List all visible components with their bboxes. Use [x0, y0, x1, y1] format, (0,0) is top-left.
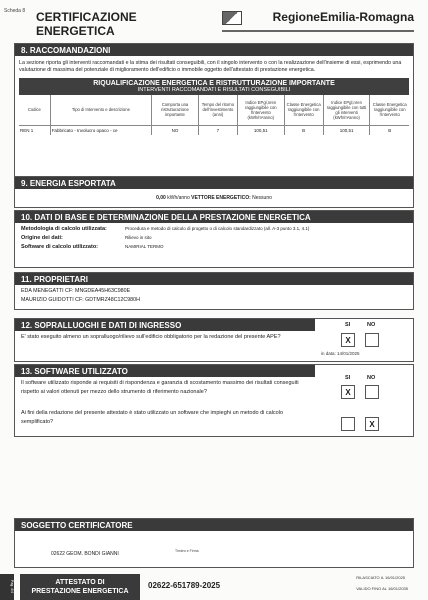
vettore-value: Nessuno	[252, 195, 272, 201]
certification-title	[36, 10, 137, 38]
metodologia-value: Procedura e metodo di calcolo di progetto o di calcolo standardizzato (all. A-3 punto 3.1, 4.1)	[125, 226, 310, 231]
section-soggetto-certificatore	[14, 518, 414, 568]
recommendations-table	[19, 95, 409, 135]
energy-exported-line	[15, 189, 413, 201]
energy-unit: kWh/anno	[167, 195, 190, 201]
column-header: Tempo del ritorno dell'investimento (anni)	[198, 95, 237, 125]
column-header: Indice EPgl,nren raggiungibile con tutti gli interventi (kWh/m²anno)	[323, 95, 370, 125]
column-header: Codice	[19, 95, 50, 125]
attestato-line1: ATTESTATO DI	[55, 579, 105, 586]
software-value: NAMIRIAL TERMO	[125, 244, 164, 249]
column-header: Classe Energetica raggiungibile con l'intervento	[284, 95, 323, 125]
section-intro: La sezione riporta gli interventi raccomandati e la stima dei risultati conseguibili, con il singolo intervento o con la realizzazione dell'insieme di essi, esprimendo una valutazione di massima del potenziale di miglioramento dell'edificio o immobile oggetto dell'attestato di prestazione energetica.	[19, 60, 402, 73]
q1-no-checkbox[interactable]	[365, 385, 379, 399]
table-cell: B	[284, 125, 323, 135]
origine-value: Rilievo in sito	[125, 235, 152, 240]
section-sopralluoghi	[14, 318, 414, 362]
table-header-bar	[19, 78, 409, 95]
table-cell: REN 1	[19, 125, 50, 135]
metodologia-label: Metodologia di calcolo utilizzata:	[21, 226, 107, 232]
energy-value: 0,00	[156, 195, 166, 201]
table-cell: 100,51	[323, 125, 370, 135]
section-raccomandazioni	[14, 43, 414, 180]
section-title: SOGGETTO CERTIFICATORE	[15, 519, 413, 531]
owner-item: EDA MENEGATTI CF: MNGDEA45H63C980E	[21, 288, 131, 294]
table-cell: 100,51	[237, 125, 284, 135]
table-row	[19, 125, 409, 135]
header-side-label: Scheda 8	[4, 8, 26, 14]
date-label: in data:	[321, 351, 336, 356]
region-flag-icon	[222, 11, 242, 25]
column-header: Classe Energetica raggiungibile con l'intervento	[370, 95, 409, 125]
section-title: 10. DATI DI BASE E DETERMINAZIONE DELLA PRESTAZIONE ENERGETICA	[15, 211, 413, 223]
section-title: 9. ENERGIA ESPORTATA	[15, 177, 413, 189]
date-value: 14/01/2025	[337, 351, 360, 356]
header-logo	[4, 8, 34, 42]
software-label: Software di calcolo utilizzato:	[21, 244, 99, 250]
si-label: SI	[345, 375, 351, 381]
signature-label: Timbro e Firma	[175, 549, 199, 553]
no-label: NO	[367, 375, 376, 381]
origine-row	[15, 232, 413, 241]
si-label: SI	[345, 322, 351, 328]
column-header: Indice EPgl,nren raggiungibile con l'intervento (kWh/m²anno)	[237, 95, 284, 125]
q1-si-checkbox[interactable]: X	[341, 385, 355, 399]
software-row	[15, 241, 413, 250]
certifier-name: 02622 GEOM. BONDI GIANNI	[51, 551, 119, 557]
sopralluogo-no-checkbox[interactable]	[365, 333, 379, 347]
page-number: Pag. 4/4	[0, 574, 14, 600]
table-subtitle: INTERVENTI RACCOMANDATI E RISULTATI CONSEGUIBILI	[137, 87, 291, 93]
sopralluogo-date	[321, 351, 360, 356]
table-cell: Fabbricato - Involucro opaco - ce	[50, 125, 151, 135]
section-energia-esportata	[14, 176, 414, 208]
region-name: RegioneEmilia-Romagna	[272, 10, 414, 24]
title-line1: CERTIFICAZIONE	[36, 10, 137, 24]
attestato-line2: PRESTAZIONE ENERGETICA	[31, 588, 129, 595]
column-header: Comporta una ristrutturazione importante	[152, 95, 199, 125]
software-question-1: Il software utilizzato risponde ai requisiti di rispondenza e garanzia di scostamento massimo dei risultati conseguiti rispetto ai valori ottenuti per mezzo dello strumento di riferimento nazionale?	[21, 380, 299, 395]
valido-date: VALIDO FINO AL 16/01/2035	[356, 586, 408, 591]
section-title: 11. PROPRIETARI	[15, 273, 413, 285]
q2-no-checkbox[interactable]: X	[365, 417, 379, 431]
software-question-2: Ai fini della redazione del presente attestato è stato utilizzato un software che impieghi un metodo di calcolo semplificato?	[21, 410, 284, 425]
sopralluogo-si-checkbox[interactable]: X	[341, 333, 355, 347]
attestato-code: 02622-651789-2025	[148, 581, 221, 590]
section-proprietari	[14, 272, 414, 310]
metodologia-row	[15, 223, 413, 232]
rilasciato-date: RILASCIATO IL 16/01/2025	[356, 575, 406, 580]
no-label: NO	[367, 322, 376, 328]
title-line2: ENERGETICA	[36, 24, 115, 38]
origine-label: Origine dei dati:	[21, 235, 63, 241]
section-dati-di-base	[14, 210, 414, 268]
validity-dates	[356, 572, 408, 594]
owner-item: MAURIZIO GUIDOTTI CF: GDTMRZ48C12C980H	[21, 297, 140, 303]
region-underline	[222, 30, 414, 32]
table-cell: 7	[198, 125, 237, 135]
section-software-utilizzato	[14, 364, 414, 437]
attestato-badge	[20, 574, 140, 600]
table-cell: B	[370, 125, 409, 135]
section-title: 8. RACCOMANDAZIONI	[15, 44, 413, 56]
q2-si-checkbox[interactable]	[341, 417, 355, 431]
column-header: Tipo di Intervento e descrizione	[50, 95, 151, 125]
section-title: 12. SOPRALLUOGHI E DATI DI INGRESSO	[15, 319, 315, 331]
section-title: 13. SOFTWARE UTILIZZATO	[15, 365, 315, 377]
table-title: RIQUALIFICAZIONE ENERGETICA E RISTRUTTURAZIONE IMPORTANTE	[93, 80, 335, 87]
vettore-label: VETTORE ENERGETICO:	[191, 195, 251, 201]
table-cell: NO	[152, 125, 199, 135]
sopralluogo-question: E' stato eseguito almeno un sopralluogo/rilievo sull'edificio obbligatorio per la redazione del presente APE?	[21, 334, 281, 340]
